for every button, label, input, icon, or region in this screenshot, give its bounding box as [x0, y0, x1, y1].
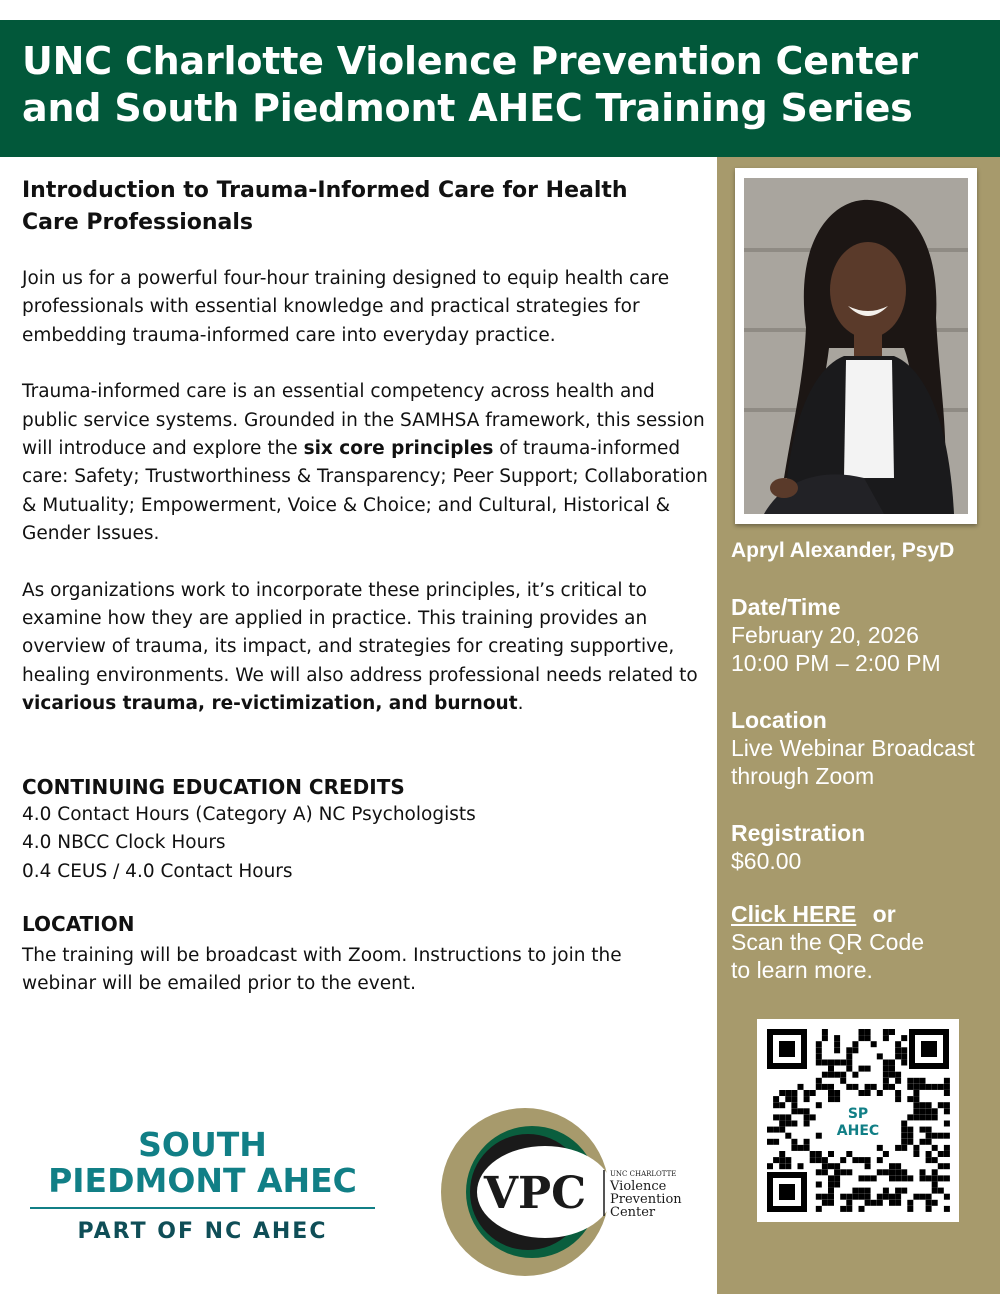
- vpc-line1: Violence: [610, 1179, 667, 1194]
- registration-label: Registration: [731, 820, 866, 846]
- vpc-logo: [440, 1108, 700, 1278]
- location-line1: Live Webinar Broadcast: [731, 735, 975, 761]
- six-principles-emphasis: six core principles: [303, 438, 494, 460]
- vpc-small-label: UNC CHARLOTTE: [610, 1170, 677, 1178]
- practice-paragraph: As organizations work to incorporate these principles, it’s critical to examine how they are applied in practice. This training provides an overview of trauma, its impact, and strategies for creating supportive, healing environments. We will also address professional needs related to vicarious trauma, re-victimization, and burnout.: [22, 579, 698, 715]
- registration-price: $60.00: [731, 848, 802, 874]
- vpc-mark: VPC: [483, 1168, 587, 1219]
- ce-item: 4.0 NBCC Clock Hours: [22, 832, 226, 854]
- ahec-logo-line3: PART OF NC AHEC: [77, 1219, 328, 1244]
- ahec-logo-line1: SOUTH: [138, 1125, 267, 1164]
- location-heading: LOCATION: [22, 911, 135, 936]
- qr-label-ahec: AHEC: [836, 1123, 880, 1139]
- location-block: [731, 706, 975, 790]
- or-text: or: [872, 901, 896, 927]
- principles-paragraph: Trauma-informed care is an essential competency across health and public service systems. Grounded in the SAMHSA framework, this session will introduce and explore the six core principles of trauma-informed care: Safety; Trustworthiness & Transparency; Peer Support; Collaboration & Mutuality; Empowerment, Voice & Choice; and Cultural, Historical & Gender Issues.: [22, 381, 708, 545]
- qr-code-icon: [757, 1019, 959, 1222]
- scan-line1: Scan the QR Code: [731, 929, 925, 955]
- location-paragraph: The training will be broadcast with Zoom. Instructions to join the webinar will be emailed prior to the event.: [22, 944, 622, 995]
- burnout-emphasis: vicarious trauma, re-victimization, and burnout: [22, 693, 518, 715]
- vpc-line2: Prevention: [610, 1192, 682, 1207]
- qr-code[interactable]: [757, 1019, 959, 1222]
- location-line2: through Zoom: [731, 763, 875, 789]
- ce-heading: CONTINUING EDUCATION CREDITS: [22, 774, 405, 799]
- event-time: 10:00 PM – 2:00 PM: [731, 650, 941, 676]
- main-content: [22, 175, 712, 999]
- ce-item: 0.4 CEUS / 4.0 Contact Hours: [22, 860, 293, 882]
- qr-label-sp: SP: [847, 1106, 869, 1122]
- ce-item: 4.0 Contact Hours (Category A) NC Psychologists: [22, 803, 476, 825]
- click-here-link[interactable]: Click HERE: [731, 901, 857, 927]
- course-title: Introduction to Trauma-Informed Care for Health Care Professionals: [22, 178, 628, 235]
- ahec-logo-line2: PIEDMONT AHEC: [48, 1161, 357, 1200]
- presenter-photo-frame: [735, 168, 977, 524]
- ahec-logo-divider: [30, 1207, 375, 1209]
- presenter-portrait-icon: [744, 178, 968, 514]
- page-title: UNC Charlotte Violence Prevention Center and South Piedmont AHEC Training Series: [22, 39, 918, 130]
- location-label: Location: [731, 707, 827, 733]
- header-banner: [0, 20, 1000, 157]
- intro-paragraph: Join us for a powerful four-hour training designed to equip health care professionals with essential knowledge and practical strategies for embedding trauma-informed care into everyday practice.: [22, 268, 670, 346]
- event-date: February 20, 2026: [731, 622, 919, 648]
- presenter-name: Apryl Alexander, PsyD: [731, 539, 955, 562]
- cta-block: [731, 900, 924, 984]
- scan-line2: to learn more.: [731, 957, 873, 983]
- date-label: Date/Time: [731, 594, 841, 620]
- vpc-line3: Center: [610, 1205, 656, 1220]
- south-piedmont-ahec-logo: [30, 1127, 375, 1244]
- registration-block: [731, 819, 865, 875]
- date-time-block: [731, 593, 941, 677]
- presenter-photo: [744, 178, 968, 514]
